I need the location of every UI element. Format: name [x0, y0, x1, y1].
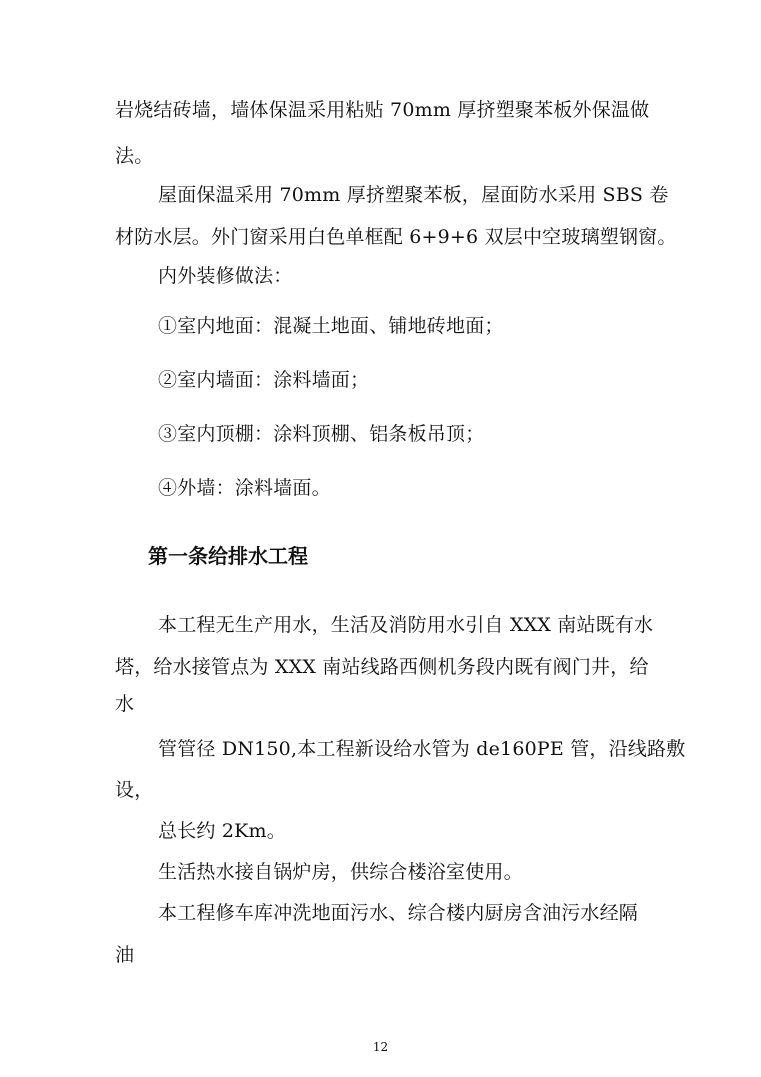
list-item: ①室内地面：混凝土地面、铺地砖地面； — [158, 315, 504, 337]
page-number: 12 — [372, 1040, 389, 1054]
text-line: 设， — [115, 779, 154, 801]
text-line: 内外装修做法： — [158, 265, 293, 287]
text-line: 塔，给水接管点为 XXX 南站线路西侧机务段内既有阀门井，给 — [115, 656, 649, 678]
text-line: 本工程无生产用水，生活及消防用水引自 XXX 南站既有水 — [158, 614, 654, 636]
text-line: 屋面保温采用 70mm 厚挤塑聚苯板，屋面防水采用 SBS 卷 — [158, 184, 669, 206]
text-line: 材防水层。外门窗采用白色单框配 6+9+6 双层中空玻璃塑钢窗。 — [115, 226, 677, 248]
text-line: 本工程修车库冲洗地面污水、综合楼内厨房含油污水经隔 — [158, 902, 639, 924]
section-heading: 第一条给排水工程 — [148, 544, 308, 568]
list-item: ②室内墙面：涂料墙面； — [158, 369, 370, 391]
text-line: 管管径 DN150,本工程新设给水管为 de160PE 管，沿线路敷 — [158, 738, 686, 760]
text-line: 总长约 2Km。 — [158, 820, 286, 842]
text-line: 水 — [115, 693, 135, 715]
text-line: 法。 — [115, 145, 154, 167]
list-item: ④外墙：涂料墙面。 — [158, 477, 331, 499]
text-line: 生活热水接自锅炉房，供综合楼浴室使用。 — [158, 861, 523, 883]
text-line: 油 — [115, 944, 135, 966]
text-line: 岩烧结砖墙，墙体保温采用粘贴 70mm 厚挤塑聚苯板外保温做 — [115, 99, 650, 121]
list-item: ③室内顶棚：涂料顶棚、铝条板吊顶； — [158, 423, 485, 445]
